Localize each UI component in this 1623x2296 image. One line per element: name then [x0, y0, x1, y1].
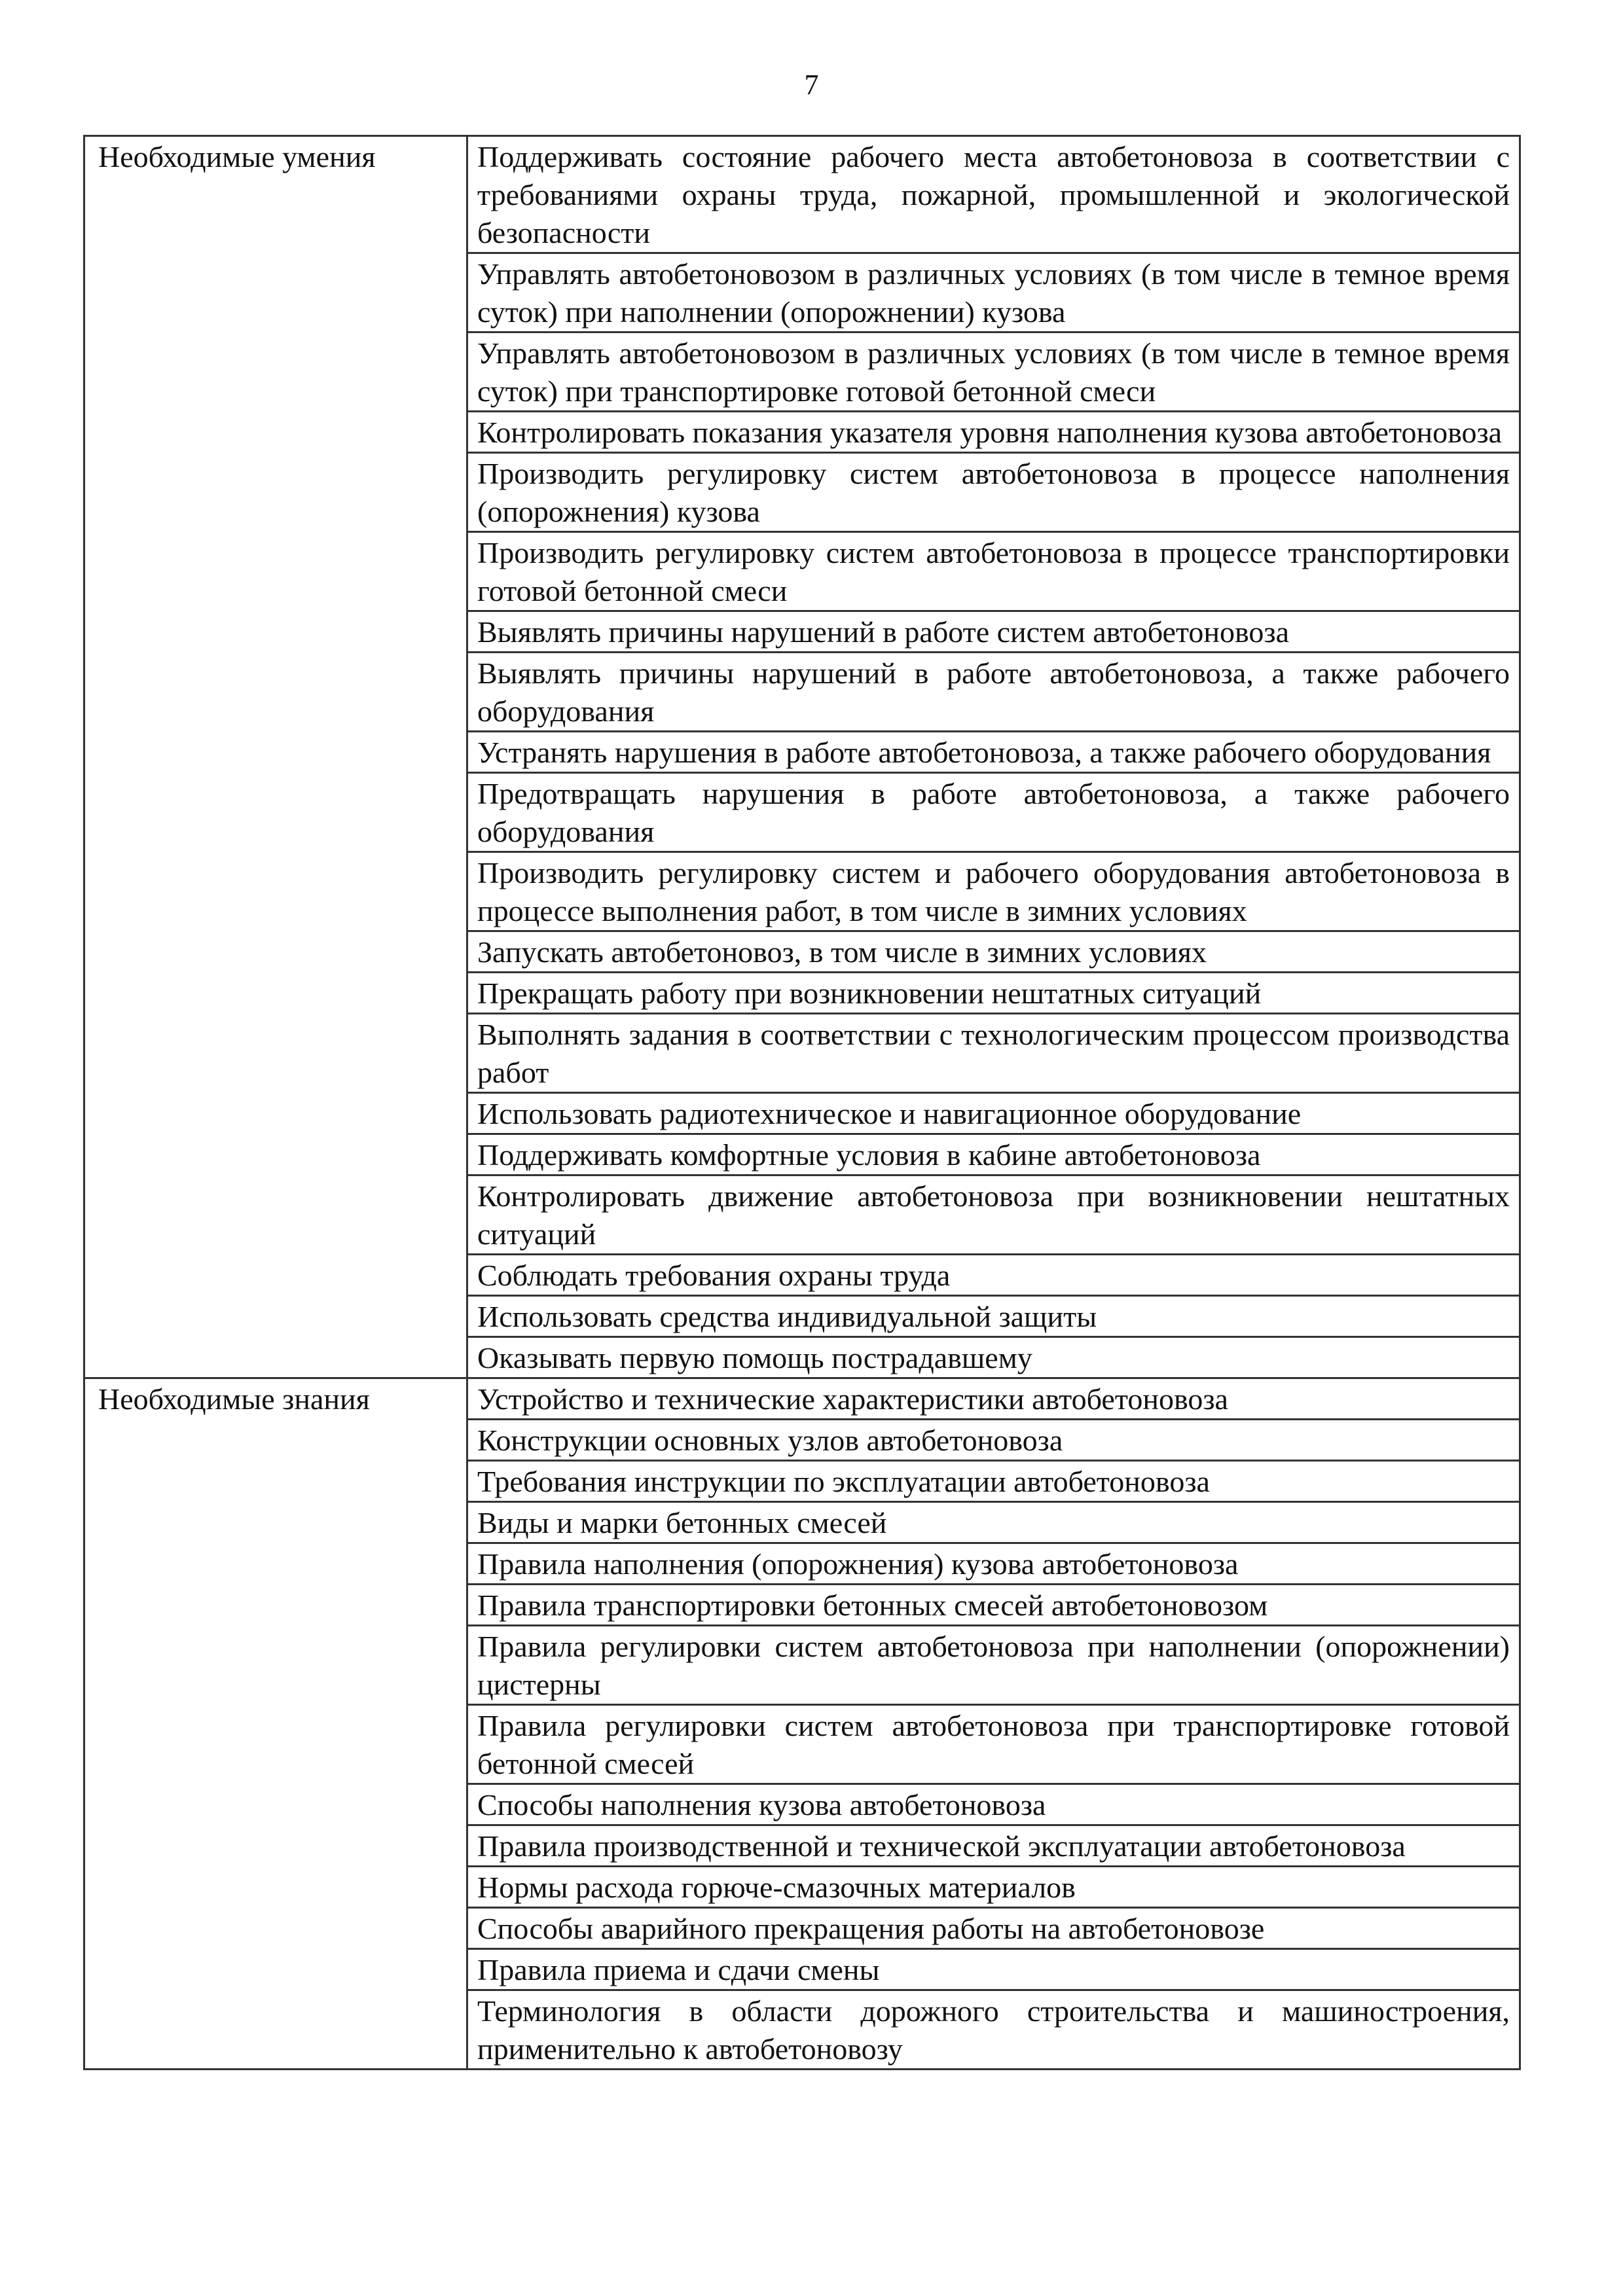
requirement-item: Устранять нарушения в работе автобетоновоза, а также рабочего оборудования	[467, 732, 1520, 773]
requirement-item: Производить регулировку систем и рабочего оборудования автобетоновоза в процессе выполнения работ, в том числе в зимних условиях	[467, 852, 1520, 931]
requirement-item: Правила регулировки систем автобетоновоза при транспортировке готовой бетонной смесей	[467, 1705, 1520, 1784]
requirement-item: Виды и марки бетонных смесей	[467, 1502, 1520, 1543]
section-label-skills: Необходимые умения	[84, 136, 467, 1378]
requirement-item: Оказывать первую помощь пострадавшему	[467, 1337, 1520, 1378]
requirement-item: Способы наполнения кузова автобетоновоза	[467, 1784, 1520, 1825]
requirement-item: Конструкции основных узлов автобетоновоза	[467, 1420, 1520, 1461]
requirement-item: Управлять автобетоновозом в различных условиях (в том числе в темное время суток) при наполнении (опорожнении) кузова	[467, 253, 1520, 332]
requirements-table-body	[84, 136, 1520, 2070]
requirement-item: Требования инструкции по эксплуатации автобетоновоза	[467, 1461, 1520, 1502]
requirement-item: Поддерживать комфортные условия в кабине автобетоновоза	[467, 1134, 1520, 1175]
requirements-table	[83, 135, 1521, 2070]
requirement-item: Правила приема и сдачи смены	[467, 1949, 1520, 1990]
section-label-knowledge: Необходимые знания	[84, 1378, 467, 2070]
table-row	[84, 1378, 1520, 1420]
requirement-item: Правила наполнения (опорожнения) кузова автобетоновоза	[467, 1543, 1520, 1585]
requirement-item: Правила производственной и технической эксплуатации автобетоновоза	[467, 1825, 1520, 1867]
requirement-item: Способы аварийного прекращения работы на автобетоновозе	[467, 1908, 1520, 1949]
requirement-item: Управлять автобетоновозом в различных условиях (в том числе в темное время суток) при транспортировке готовой бетонной смеси	[467, 332, 1520, 412]
requirement-item: Контролировать показания указателя уровня наполнения кузова автобетоновоза	[467, 412, 1520, 453]
requirement-item: Правила транспортировки бетонных смесей автобетоновозом	[467, 1585, 1520, 1626]
requirement-item: Поддерживать состояние рабочего места автобетоновоза в соответствии с требованиями охраны труда, пожарной, промышленной и экологической безопасности	[467, 136, 1520, 253]
requirement-item: Запускать автобетоновоз, в том числе в зимних условиях	[467, 931, 1520, 973]
requirement-item: Выявлять причины нарушений в работе систем автобетоновоза	[467, 611, 1520, 653]
requirement-item: Контролировать движение автобетоновоза при возникновении нештатных ситуаций	[467, 1175, 1520, 1255]
requirement-item: Производить регулировку систем автобетоновоза в процессе транспортировки готовой бетонной смеси	[467, 532, 1520, 611]
requirement-item: Прекращать работу при возникновении нештатных ситуаций	[467, 973, 1520, 1014]
requirement-item: Устройство и технические характеристики автобетоновоза	[467, 1378, 1520, 1420]
requirement-item: Правила регулировки систем автобетоновоза при наполнении (опорожнении) цистерны	[467, 1626, 1520, 1705]
requirement-item: Терминология в области дорожного строительства и машиностроения, применительно к автобетоновозу	[467, 1990, 1520, 2070]
requirement-item: Использовать радиотехническое и навигационное оборудование	[467, 1093, 1520, 1134]
requirement-item: Соблюдать требования охраны труда	[467, 1255, 1520, 1296]
requirement-item: Использовать средства индивидуальной защиты	[467, 1296, 1520, 1337]
requirement-item: Выявлять причины нарушений в работе автобетоновоза, а также рабочего оборудования	[467, 653, 1520, 732]
requirement-item: Производить регулировку систем автобетоновоза в процессе наполнения (опорожнения) кузова	[467, 453, 1520, 532]
requirement-item: Выполнять задания в соответствии с технологическим процессом производства работ	[467, 1014, 1520, 1093]
requirement-item: Предотвращать нарушения в работе автобетоновоза, а также рабочего оборудования	[467, 773, 1520, 852]
requirement-item: Нормы расхода горюче-смазочных материалов	[467, 1867, 1520, 1908]
page-number: 7	[804, 69, 819, 101]
table-row	[84, 136, 1520, 253]
